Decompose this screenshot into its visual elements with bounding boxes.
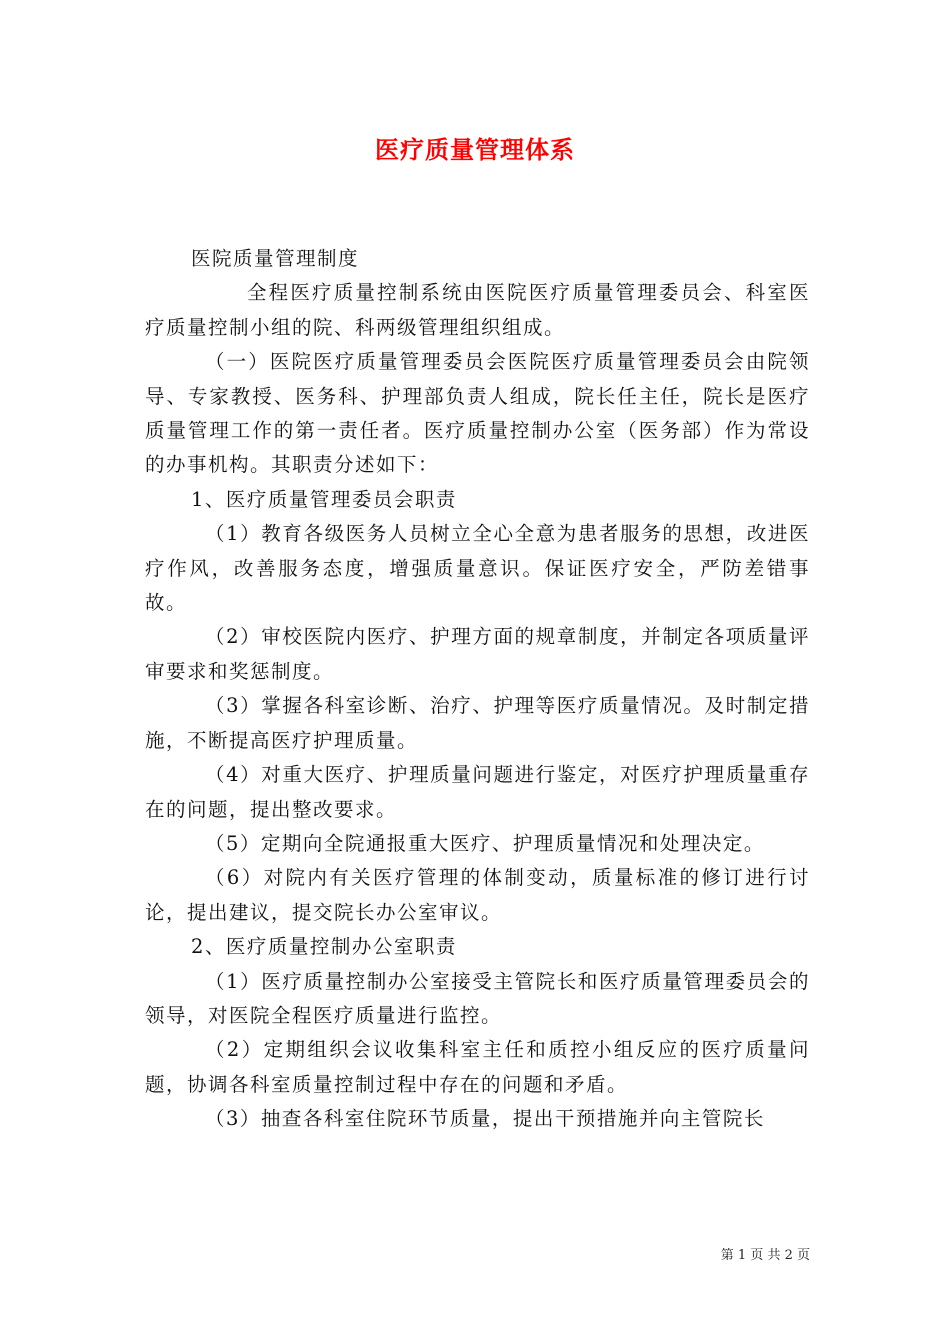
paragraph-8: （5）定期向全院通报重大医疗、护理质量情况和处理决定。 [205,831,765,855]
paragraph-3: 1、医疗质量管理委员会职责 [191,487,457,511]
page-number: 第 1 页 共 2 页 [720,1248,810,1263]
paragraph-4: （1）教育各级医务人员树立全心全意为患者服务的思想，改进医疗作风，改善服务态度，增强质量意识。保证医疗安全，严防差错事故。 [145,522,810,615]
paragraph-9: （6）对院内有关医疗管理的体制变动，质量标准的修订进行讨论，提出建议，提交院长办公室审议。 [145,866,810,924]
document-body [145,242,810,1137]
paragraph-5: （2）审校医院内医疗、护理方面的规章制度，并制定各项质量评审要求和奖惩制度。 [145,625,810,683]
paragraph-0: 医院质量管理制度 [191,247,360,270]
document-title: 医疗质量管理体系 [375,135,575,164]
paragraph-12: （2）定期组织会议收集科室主任和质控小组反应的医疗质量问题，协调各科室质量控制过程中存在的问题和矛盾。 [145,1038,810,1096]
paragraph-11: （1）医疗质量控制办公室接受主管院长和医疗质量管理委员会的领导，对医院全程医疗质量进行监控。 [145,969,810,1027]
paragraph-2: （一）医院医疗质量管理委员会医院医疗质量管理委员会由院领导、专家教授、医务科、护理部负责人组成，院长任主任，院长是医疗质量管理工作的第一责任者。医疗质量控制办公室（医务部）作为常设的办事机构。其职责分述如下： [145,350,810,477]
paragraph-6: （3）掌握各科室诊断、治疗、护理等医疗质量情况。及时制定措施，不断提高医疗护理质量。 [145,694,810,752]
paragraph-13: （3）抽查各科室住院环节质量，提出干预措施并向主管院长 [205,1107,765,1131]
paragraph-10: 2、医疗质量控制办公室职责 [191,935,457,959]
paragraph-7: （4）对重大医疗、护理质量问题进行鉴定，对医疗护理质量重存在的问题，提出整改要求。 [145,763,810,821]
paragraph-1: 全程医疗质量控制系统由医院医疗质量管理委员会、科室医疗质量控制小组的院、科两级管理组织组成。 [145,281,810,339]
